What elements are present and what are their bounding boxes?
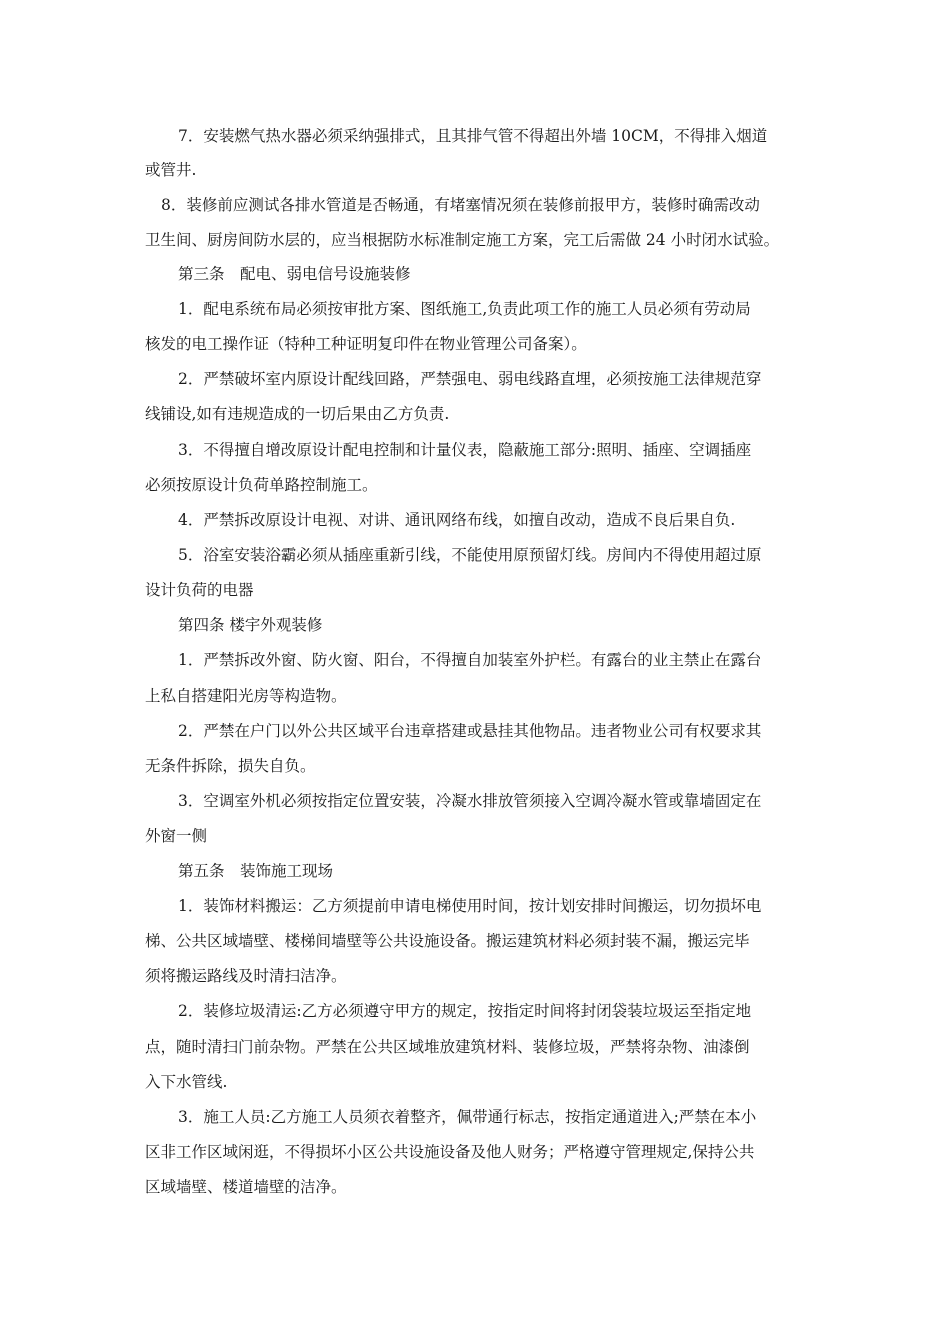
s3-item-3-line-2: 必须按原设计负荷单路控制施工。 — [145, 476, 378, 494]
s3-item-5-line-1: 5．浴室安装浴霸必须从插座重新引线，不能使用原预留灯线。房间内不得使用超过原 — [178, 546, 762, 564]
s5-item-3-line-1: 3．施工人员:乙方施工人员须衣着整齐，佩带通行标志，按指定通道进入;严禁在本小 — [178, 1108, 757, 1126]
s5-item-1-line-3: 须将搬运路线及时清扫洁净。 — [145, 967, 347, 985]
s4-item-1-line-2: 上私自搭建阳光房等构造物。 — [145, 687, 347, 705]
s3-item-5-line-2: 设计负荷的电器 — [145, 581, 254, 599]
s5-item-1-line-2: 梯、公共区域墙壁、楼梯间墙壁等公共设施设备。搬运建筑材料必须封装不漏，搬运完毕 — [145, 932, 750, 950]
s4-item-1-line-1: 1．严禁拆改外窗、防火窗、阳台，不得擅自加装室外护栏。有露台的业主禁止在露台 — [178, 651, 762, 669]
s3-item-1-line-2: 核发的电工操作证（特种工种证明复印件在物业管理公司备案）。 — [145, 335, 587, 353]
s5-item-1-line-1: 1．装饰材料搬运：乙方须提前申请电梯使用时间，按计划安排时间搬运，切勿损坏电 — [178, 897, 762, 915]
paragraph-7-line-2: 或管井. — [145, 161, 197, 179]
s4-item-2-line-1: 2．严禁在户门以外公共区域平台违章搭建或悬挂其他物品。违者物业公司有权要求其 — [178, 722, 762, 740]
section-4-heading: 第四条 楼宇外观装修 — [178, 616, 323, 634]
section-3-heading: 第三条 配电、弱电信号设施装修 — [178, 265, 411, 283]
s3-item-4: 4．严禁拆改原设计电视、对讲、通讯网络布线，如擅自改动，造成不良后果自负. — [178, 511, 736, 529]
s4-item-3-line-1: 3．空调室外机必须按指定位置安装，冷凝水排放管须接入空调冷凝水管或靠墙固定在 — [178, 792, 762, 810]
s3-item-3-line-1: 3．不得擅自增改原设计配电控制和计量仪表，隐蔽施工部分:照明、插座、空调插座 — [178, 441, 752, 459]
s3-item-2-line-2: 线铺设,如有违规造成的一切后果由乙方负责. — [145, 405, 450, 423]
s5-item-2-line-2: 点，随时清扫门前杂物。严禁在公共区域堆放建筑材料、装修垃圾，严禁将杂物、油漆倒 — [145, 1038, 750, 1056]
paragraph-7-line-1: 7．安装燃气热水器必须采纳强排式，且其排气管不得超出外墙 10CM，不得排入烟道 — [178, 127, 768, 145]
s5-item-2-line-1: 2．装修垃圾清运:乙方必须遵守甲方的规定，按指定时间将封闭袋装垃圾运至指定地 — [178, 1002, 752, 1020]
s5-item-2-line-3: 入下水管线. — [145, 1073, 228, 1091]
s5-item-3-line-3: 区域墙壁、楼道墙壁的洁净。 — [145, 1178, 347, 1196]
s4-item-3-line-2: 外窗一侧 — [145, 827, 208, 845]
paragraph-8-line-2: 卫生间、厨房间防水层的，应当根据防水标准制定施工方案，完工后需做 24 小时闭水试验。 — [145, 231, 780, 249]
s5-item-3-line-2: 区非工作区域闲逛，不得损坏小区公共设施设备及他人财务；严格遵守管理规定,保持公共 — [145, 1143, 755, 1161]
s3-item-1-line-1: 1．配电系统布局必须按审批方案、图纸施工,负责此项工作的施工人员必须有劳动局 — [178, 300, 751, 318]
s4-item-2-line-2: 无条件拆除，损失自负。 — [145, 757, 316, 775]
paragraph-8-line-1: 8．装修前应测试各排水管道是否畅通，有堵塞情况须在装修前报甲方，装修时确需改动 — [161, 196, 760, 214]
section-5-heading: 第五条 装饰施工现场 — [178, 862, 334, 880]
s3-item-2-line-1: 2．严禁破坏室内原设计配线回路，严禁强电、弱电线路直埋，必须按施工法律规范穿 — [178, 370, 762, 388]
